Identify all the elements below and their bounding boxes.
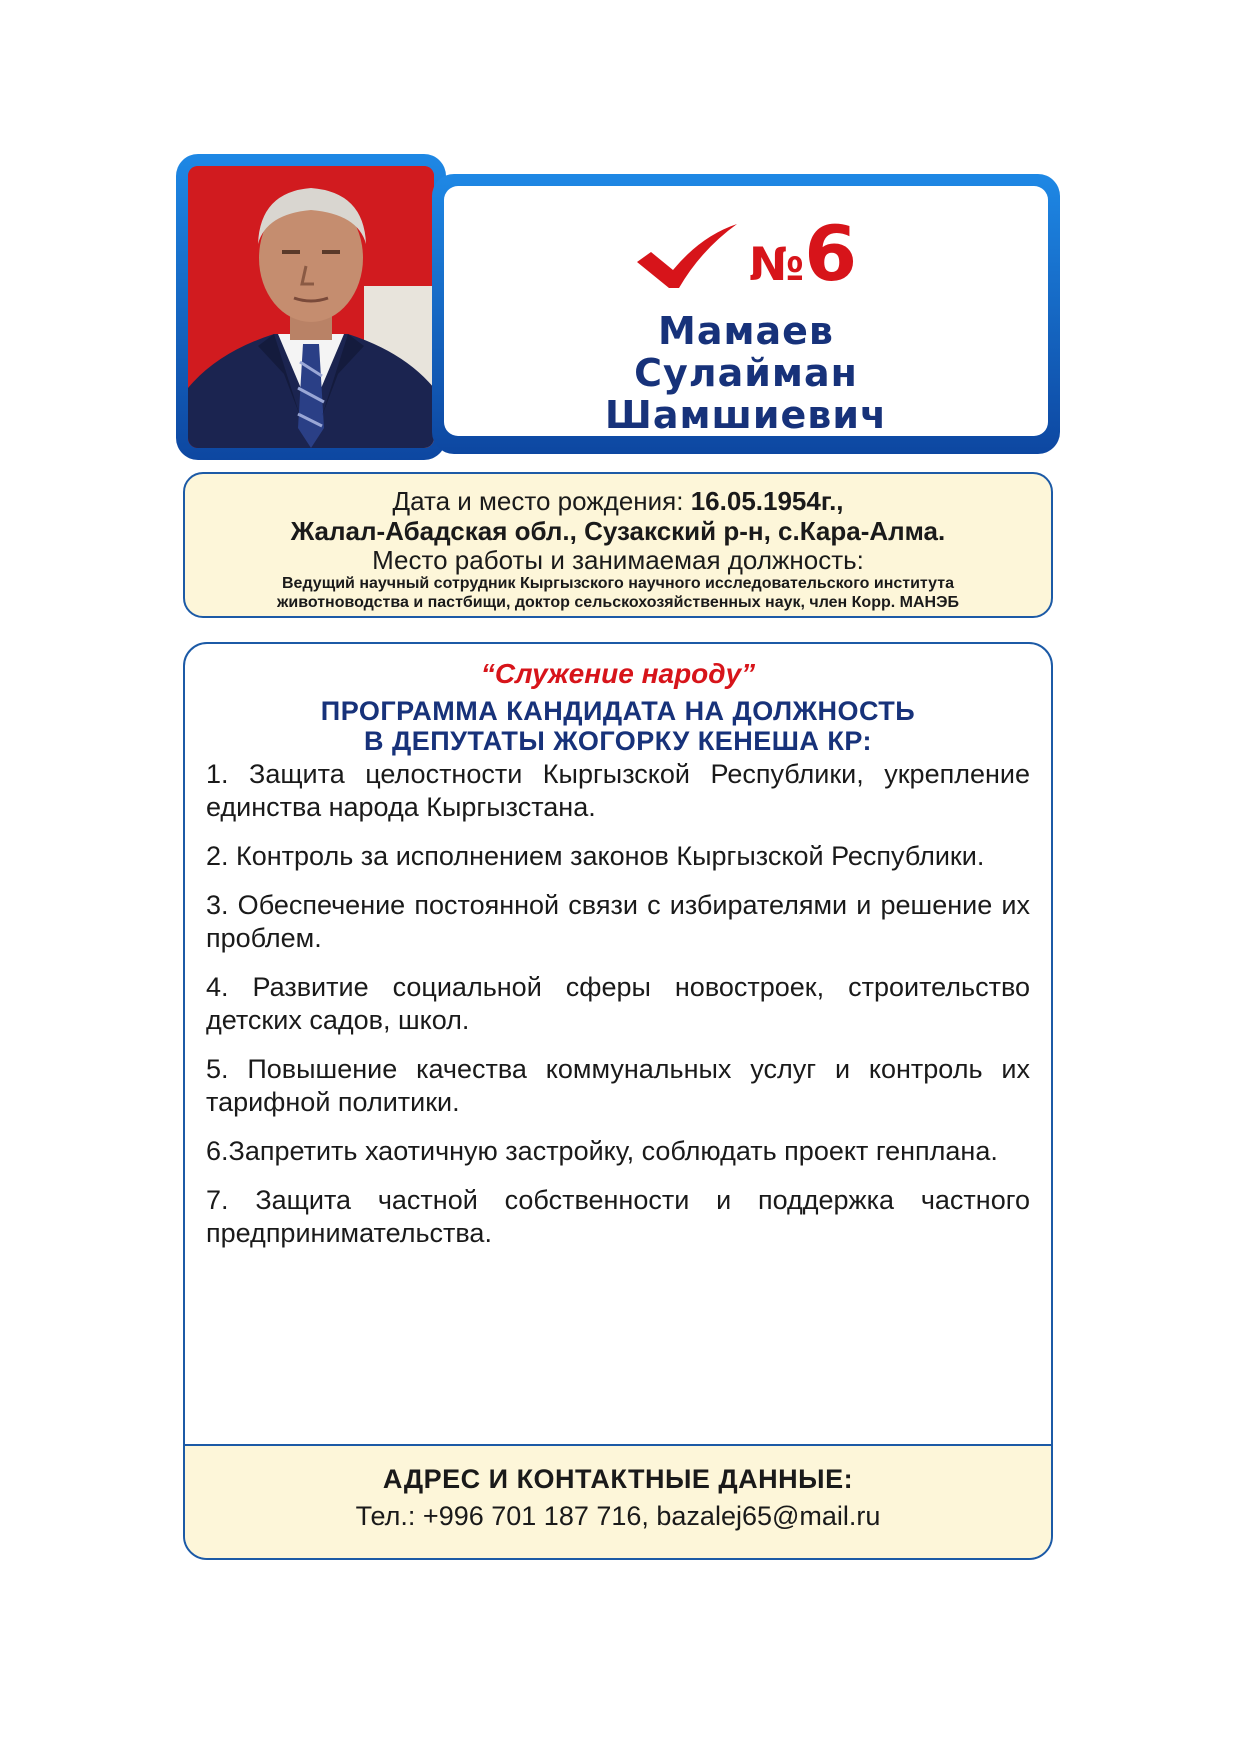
program-list bbox=[206, 758, 1030, 1266]
program-item: 3. Обеспечение постоянной связи с избирателями и решение их проблем. bbox=[206, 890, 1030, 953]
contact-box bbox=[185, 1444, 1051, 1558]
candidate-photo bbox=[188, 166, 434, 448]
number-sign: № bbox=[748, 237, 805, 291]
candidate-surname: Мамаев bbox=[658, 309, 834, 353]
program-item: 1. Защита целостности Кыргызской Республики, укрепление единства народа Кыргызстана. bbox=[206, 759, 1030, 822]
candidate-full-name bbox=[444, 310, 1048, 436]
program-title-line2: В ДЕПУТАТЫ ЖОГОРКУ КЕНЕША КР: bbox=[363, 726, 873, 756]
work-label: Место работы и занимаемая должность: bbox=[372, 545, 864, 575]
program-item: 6.Запретить хаотичную застройку, соблюдать проект генплана. bbox=[206, 1136, 998, 1166]
program-title-line1: ПРОГРАММА КАНДИДАТА НА ДОЛЖНОСТЬ bbox=[320, 696, 916, 726]
program-box bbox=[183, 642, 1053, 1560]
candidate-number-row bbox=[444, 209, 1048, 298]
candidate-name-panel bbox=[444, 186, 1048, 436]
work-description-line1: Ведущий научный сотрудник Кыргызского научного исследовательского института bbox=[282, 575, 954, 592]
candidate-first-name: Сулайман bbox=[634, 351, 858, 395]
checkmark-icon bbox=[635, 222, 739, 292]
program-title bbox=[185, 696, 1051, 756]
birth-label: Дата и место рождения: bbox=[392, 486, 691, 516]
slogan: “Служение народу” bbox=[480, 658, 756, 689]
candidate-photo-frame bbox=[176, 154, 446, 460]
contact-info: Тел.: +996 701 187 716, bazalej65@mail.ru bbox=[355, 1501, 881, 1531]
program-item: 4. Развитие социальной сферы новостроек, строительство детских садов, школ. bbox=[206, 972, 1030, 1035]
candidate-name-frame bbox=[432, 174, 1060, 454]
program-item: 5. Повышение качества коммунальных услуг и контроль их тарифной политики. bbox=[206, 1054, 1030, 1117]
birth-line bbox=[185, 486, 1051, 516]
birth-place: Жалал-Абадская обл., Сузакский р-н, с.Кара-Алма. bbox=[290, 516, 946, 546]
number-value: 6 bbox=[804, 209, 858, 298]
candidate-number bbox=[748, 209, 858, 298]
work-description-line2: животноводства и пастбищи, доктор сельскохозяйственных наук, член Корр. МАНЭБ bbox=[277, 594, 959, 611]
candidate-patronymic: Шамшиевич bbox=[604, 393, 888, 437]
program-item: 7. Защита частной собственности и поддержка частного предпринимательства. bbox=[206, 1185, 1030, 1248]
bio-box bbox=[183, 472, 1053, 618]
birth-date: 16.05.1954г., bbox=[690, 486, 844, 516]
candidate-portrait-image bbox=[188, 166, 434, 448]
contact-title: АДРЕС И КОНТАКТНЫЕ ДАННЫЕ: bbox=[382, 1464, 854, 1494]
program-item: 2. Контроль за исполнением законов Кыргызской Республики. bbox=[206, 841, 985, 871]
